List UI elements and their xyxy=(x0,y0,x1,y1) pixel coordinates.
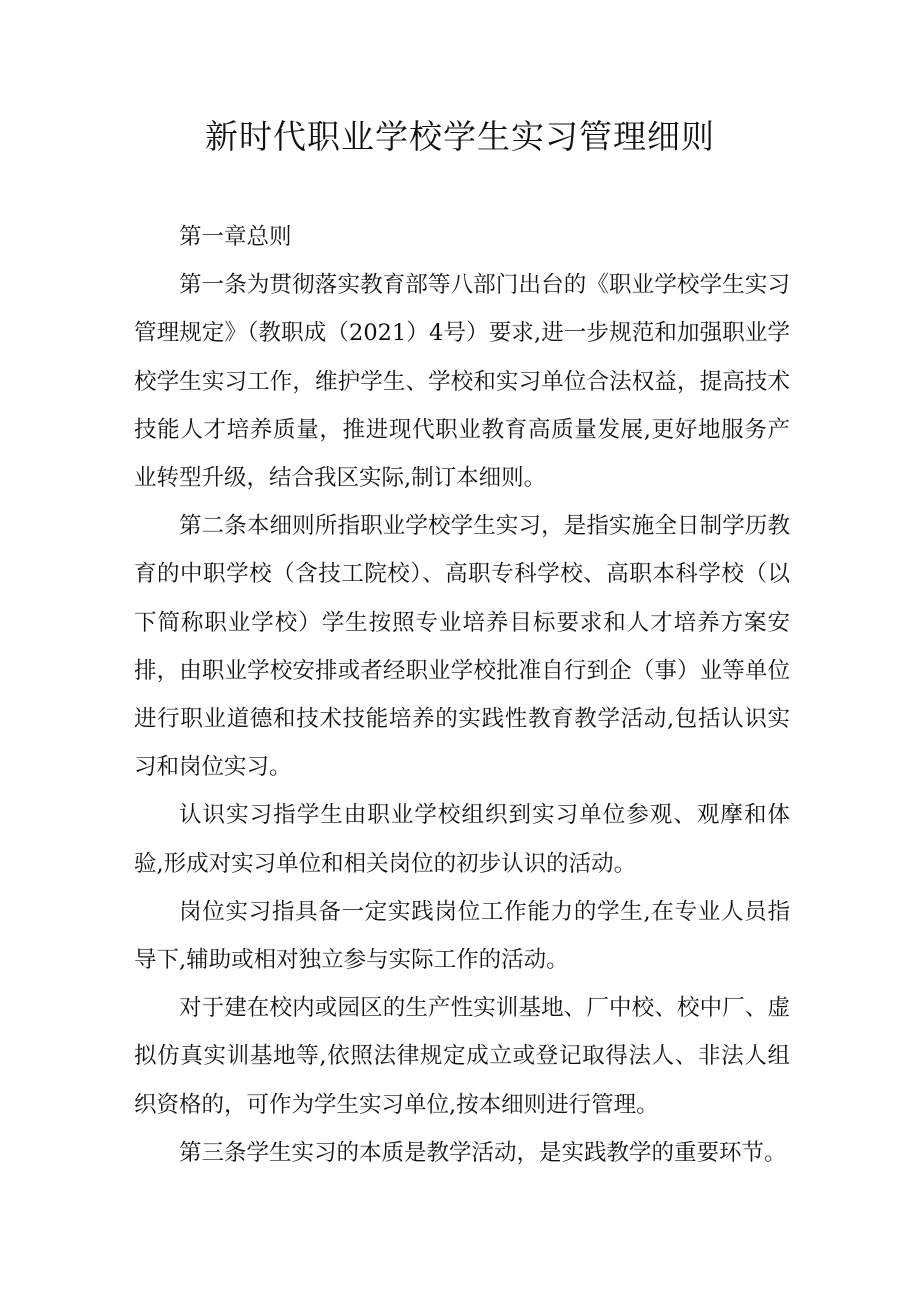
post-internship-paragraph: 岗位实习指具备一定实践岗位工作能力的学生,在专业人员指导下,辅助或相对独立参与实际工作的活动。 xyxy=(134,898,790,974)
document-title: 新时代职业学校学生实习管理细则 xyxy=(205,117,715,156)
article-1-paragraph: 第一条为贯彻落实教育部等八部门出台的《职业学校学生实习管理规定》（教职成（2021）4号）要求,进一步规范和加强职业学校学生实习工作，维护学生、学校和实习单位合法权益，提高技术技能人才培养质量，推进现代职业教育高质量发展,更好地服务产业转型升级，结合我区实际,制订本细则。 xyxy=(134,272,790,492)
chapter-heading: 第一章总则 xyxy=(179,224,292,250)
cognitive-internship-paragraph: 认识实习指学生由职业学校组织到实习单位参观、观摩和体验,形成对实习单位和相关岗位的初步认识的活动。 xyxy=(134,802,790,877)
internship-unit-paragraph: 对于建在校内或园区的生产性实训基地、厂中校、校中厂、虚拟仿真实训基地等,依照法律规定成立或登记取得法人、非法人组织资格的，可作为学生实习单位,按本细则进行管理。 xyxy=(134,995,790,1118)
article-2-paragraph: 第二条本细则所指职业学校学生实习，是指实施全日制学历教育的中职学校（含技工院校）、高职专科学校、高职本科学校（以下简称职业学校）学生按照专业培养目标要求和人才培养方案安排，由职业学校安排或者经职业学校批准自行到企（事）业等单位进行职业道德和技术技能培养的实践性教育教学活动,包括认识实习和岗位实习。 xyxy=(134,513,790,781)
document-body xyxy=(134,213,790,1177)
article-3-paragraph: 第三条学生实习的本质是教学活动，是实践教学的重要环节。 xyxy=(179,1139,787,1166)
